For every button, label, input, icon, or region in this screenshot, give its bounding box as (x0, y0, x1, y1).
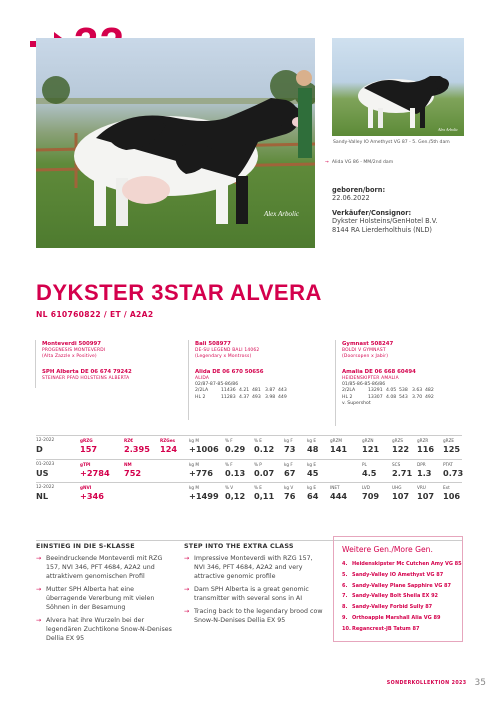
animal-name: DYKSTER 3STAR ALVERA (36, 280, 322, 305)
ped-top-name: Bali 508977 (195, 341, 231, 347)
index-cell: RZGes 124 (160, 438, 178, 454)
ped-classification: 01/85-86-85-86/86 (342, 382, 386, 387)
index-base: 01-2023 US (36, 462, 55, 478)
lactation-row: HL 2 13307 4.08 543 3.70 492 (342, 394, 434, 400)
text-german (36, 542, 176, 647)
text-english (184, 542, 324, 629)
ped-bottom-sub: HEIDENSKIPTER AMALIA (342, 376, 399, 381)
generation-item: 10.Regancrest-JB Tatum 87 (342, 625, 420, 632)
index-cell: kg E 64 (307, 485, 319, 501)
ped-top-sub: (Doorsopen x Jabir) (342, 354, 389, 359)
index-cell: PTAT 0.73 (443, 462, 464, 478)
generation-item: 4. Heidenskipster Mc Cutchen Amy VG 85 (342, 561, 462, 567)
index-cell: UHG 107 (392, 485, 410, 501)
english-bullet: → Dam SPH Alberta is a great genomic transmitter with several sons in AI (184, 585, 324, 603)
info-block (332, 186, 482, 236)
ped-bottom-sub: STEINAER PFAD HOLSTEINS ALBERTA (42, 376, 130, 381)
index-row-d (36, 435, 462, 461)
index-base: 12-2022 NL (36, 485, 55, 501)
dam-photo-caption: Sandy-Valley IO Amethyst VG 87 - 5. Gen./5th dam (333, 140, 450, 145)
ped-top-name: Monteverdi 500997 (42, 341, 102, 347)
index-divider (36, 435, 462, 436)
ped-classification: 02/87-87-85-86/86 (195, 382, 239, 387)
index-cell: kg F 67 (284, 462, 296, 478)
ped-note: v. Supershot (342, 401, 371, 407)
generations-heading: Weitere Gen./More Gen. (342, 545, 433, 554)
index-cell: PL 4.5 (362, 462, 377, 478)
index-cell: gRZN 121 (362, 438, 380, 454)
index-cell: INET 444 (330, 485, 348, 501)
index-cell: kg V 76 (284, 485, 296, 501)
index-cell: kg E 45 (307, 462, 319, 478)
ped-bottom-sub: ALIDA (195, 376, 210, 381)
index-row-nl (36, 482, 462, 508)
index-cell: gRZE 125 (443, 438, 461, 454)
ped-top-sub: (Legendary x Montross) (195, 354, 252, 359)
main-cow-photo (36, 38, 315, 248)
dam-photo (332, 38, 464, 136)
lactation-row: 2/2LA 13291 4.05 538 3.63 482 (342, 388, 434, 394)
index-divider (36, 482, 462, 483)
index-cell: NM 752 (124, 462, 142, 478)
consignor-line-1: Dykster Holsteins/GenHotel B.V. (332, 216, 438, 225)
index-cell: Ext 106 (443, 485, 461, 501)
index-cell: gRZR 116 (417, 438, 435, 454)
lactation-row: 2/2LA 11436 4.21 481 3.87 443 (195, 388, 287, 394)
index-cell: RZ€ 2.395 (124, 438, 150, 454)
lactation-row: HL 2 11283 4.37 493 3.98 449 (195, 394, 287, 400)
index-cell: DPR 1.3 (417, 462, 432, 478)
pedigree-column-sire (42, 340, 182, 382)
english-heading: STEP INTO THE EXTRA CLASS (184, 542, 294, 550)
index-cell: gRZM 141 (330, 438, 348, 454)
ped-bottom-name: SPH Alberta DE 06 674 79242 (42, 369, 132, 375)
index-cell: kg M +1499 (189, 485, 219, 501)
registration-number: NL 610760822 / ET / A2A2 (36, 310, 154, 319)
pedigree-column-mgs (195, 340, 335, 401)
main-photo-credit: Alex Arbolic (263, 210, 299, 218)
page-number: 35 (474, 678, 486, 688)
english-bullet: → Tracing back to the legendary brood cow Snow-N-Denises Dellia EX 95 (184, 607, 324, 625)
index-cell: % E 0.12 (254, 438, 275, 454)
index-cell: % E 0,11 (254, 485, 275, 501)
index-cell: % V 0,12 (225, 485, 246, 501)
index-cell: gRZS 122 (392, 438, 410, 454)
small-photo-credit: Alex Arbolic (437, 127, 458, 132)
consignor-label: Verkäufer/Consignor: (332, 208, 412, 217)
arrow-right-icon: → (325, 160, 329, 165)
generation-item: 6. Sandy-Valley Plane Sapphire VG 87 (342, 582, 451, 589)
consignor-line-2: 8144 RA Lierderholthuis (NLD) (332, 226, 432, 234)
generation-item: 8. Sandy-Valley Forbid Sully 87 (342, 604, 433, 611)
index-cell: kg M +1006 (189, 438, 219, 454)
index-cell: kg F 73 (284, 438, 296, 454)
footer-label: SONDERKOLLEKTION 2023 (386, 680, 467, 686)
born-value: 22.06.2022 (332, 194, 370, 202)
index-cell: gNVI +346 (80, 485, 104, 501)
ped-bottom-name: Alida DE 06 670 50656 (195, 369, 264, 375)
index-cell: gRZG 157 (80, 438, 98, 454)
page-footer (387, 678, 486, 688)
index-divider (36, 459, 462, 460)
index-cell: LVD 709 (362, 485, 380, 501)
generation-item: 5. Sandy-Valley IO Amethyst VG 87 (342, 571, 444, 578)
more-generations-box (333, 536, 463, 642)
ped-top-sub: PROGENESIS MONTEVERDI (42, 348, 106, 353)
index-cell: gTPI +2784 (80, 462, 110, 478)
born-label: geboren/born: (332, 186, 386, 194)
dam-cow-illustration (332, 38, 464, 136)
ped-top-sub: (Alta Zazzle x Positive) (42, 354, 97, 359)
index-cell: kg E 48 (307, 438, 319, 454)
index-cell: % P 0.07 (254, 462, 275, 478)
german-heading: EINSTIEG IN DIE S-KLASSE (36, 542, 135, 550)
ped-bottom-name: Amalia DE 06 668 60494 (342, 369, 416, 375)
german-bullet: → Mutter SPH Alberta hat eine überragende Vererbung mit vielen Söhnen in der Besamung (36, 585, 176, 612)
generation-item: 9. Orthoapple Marshall Alia VG 89 (342, 614, 441, 621)
second-dam-caption: → Alida VG 86 - MM/2nd dam (325, 160, 394, 165)
german-bullet: → Beeindruckende Monteverdi mit RZG 157, NVI 346, PFT 4684, A2A2 und attraktivem genomischen Profil (36, 554, 176, 581)
index-cell: SCS 2.71 (392, 462, 413, 478)
german-bullet: → Alvera hat ihre Wurzeln bei der legendären Zuchtikone Snow-N-Denises Dellia EX 95 (36, 616, 176, 643)
generation-item: 7. Sandy-Valley Bolt Sheila EX 92 (342, 593, 439, 600)
english-bullet: → Impressive Monteverdi with RZG 157, NVI 346, PFT 4684, A2A2 and very attractive genomic profile (184, 554, 324, 581)
index-cell: kg M +776 (189, 462, 213, 478)
index-cell: % F 0.13 (225, 462, 246, 478)
ped-top-sub: BOLDI V GYMNAST (342, 348, 386, 353)
pedigree-column-mggs (342, 340, 482, 408)
ped-top-name: Gymnast 508247 (342, 341, 394, 347)
index-cell: % F 0.29 (225, 438, 246, 454)
index-cell: VRU 107 (417, 485, 435, 501)
index-base: 12-2022 D (36, 438, 55, 454)
ped-top-sub: DE-SU LEGEND BALI 14062 (195, 348, 260, 353)
